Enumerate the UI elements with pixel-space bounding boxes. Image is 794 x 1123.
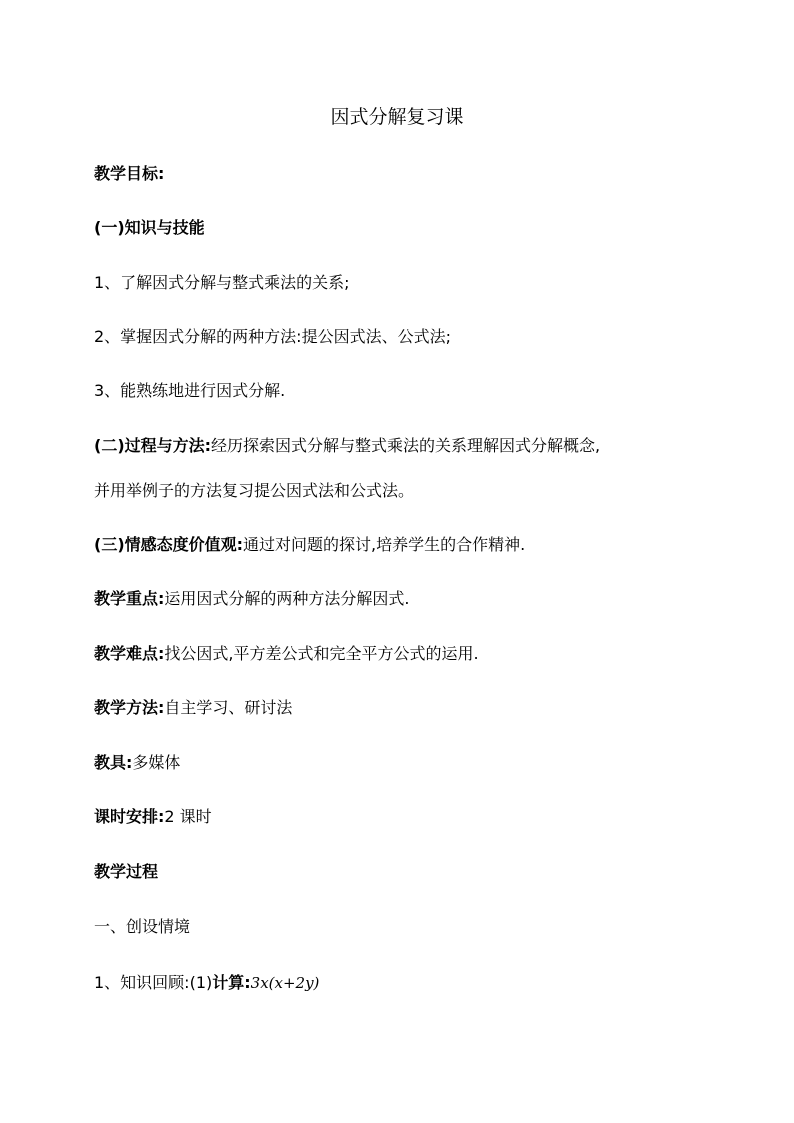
review-paragraph (94, 971, 734, 995)
knowledge-heading: (一)知识与技能 (94, 218, 205, 237)
difficulty-paragraph (94, 642, 734, 666)
tools-label: 教具: (94, 753, 133, 772)
method-label: 教学方法: (94, 698, 165, 717)
review-label: 1、知识回顾:(1) (94, 973, 213, 992)
schedule-paragraph (94, 805, 734, 829)
objective-item-2: 2、掌握因式分解的两种方法:提公因式法、公式法; (94, 327, 451, 346)
document-title: 因式分解复习课 (330, 106, 464, 128)
process-heading: 教学过程 (94, 862, 159, 881)
difficulty-label: 教学难点: (94, 644, 165, 663)
objectives-heading: 教学目标: (94, 164, 165, 183)
review-calc-label: 计算: (212, 973, 251, 992)
method-paragraph (94, 696, 734, 720)
key-point-text: 运用因式分解的两种方法分解因式. (164, 589, 410, 608)
process-method-label: (二)过程与方法: (94, 436, 212, 455)
process-method-paragraph (94, 434, 734, 458)
objective-item-1: 1、了解因式分解与整式乘法的关系; (94, 273, 350, 292)
objective-item-3: 3、能熟练地进行因式分解. (94, 381, 286, 400)
emotion-text: 通过对问题的探讨,培养学生的合作精神. (243, 535, 526, 554)
section-1-heading: 一、创设情境 (94, 917, 191, 936)
key-point-paragraph (94, 587, 734, 611)
process-method-continuation: 并用举例子的方法复习提公因式法和公式法。 (94, 481, 415, 500)
review-expression: 3x(x+2y) (250, 974, 320, 992)
schedule-label: 课时安排: (94, 807, 165, 826)
schedule-text: 2 课时 (164, 807, 212, 826)
tools-paragraph (94, 751, 734, 775)
process-method-text: 经历探索因式分解与整式乘法的关系理解因式分解概念, (211, 436, 601, 455)
method-text: 自主学习、研讨法 (164, 698, 293, 717)
difficulty-text: 找公因式,平方差公式和完全平方公式的运用. (164, 644, 479, 663)
emotion-paragraph (94, 533, 734, 557)
key-point-label: 教学重点: (94, 589, 165, 608)
emotion-label: (三)情感态度价值观: (94, 535, 244, 554)
tools-text: 多媒体 (132, 753, 181, 772)
